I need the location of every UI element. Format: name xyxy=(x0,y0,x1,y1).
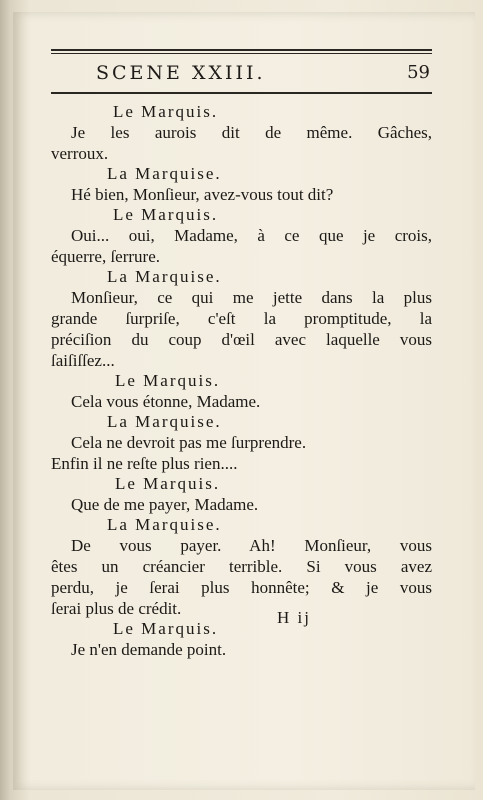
dialogue-line: Oui... oui, Madame, à ce que je crois, xyxy=(71,226,432,245)
dialogue-line: Enfin il ne reſte plus rien.... xyxy=(51,454,238,473)
speaker-name: La Marquise. xyxy=(107,515,222,534)
speaker-name: La Marquise. xyxy=(107,412,222,431)
dialogue-line: Que de me payer, Madame. xyxy=(71,495,259,514)
book-page xyxy=(13,12,475,790)
dialogue-line: ſaiſiſſez... xyxy=(51,351,115,370)
dialogue-line: De vous payer. Ah! Monſieur, vous xyxy=(71,536,432,555)
dialogue-text xyxy=(51,102,432,660)
speaker-name: La Marquise. xyxy=(107,267,222,286)
dialogue-line: Monſieur, ce qui me jette dans la plus xyxy=(71,288,432,307)
dialogue-line: Hé bien, Monſieur, avez-vous tout dit? xyxy=(71,185,334,204)
dialogue-line: verroux. xyxy=(51,144,109,163)
dialogue-line: perdu, je ſerai plus honnête; & je vous xyxy=(51,578,432,597)
speaker-name: Le Marquis. xyxy=(113,102,219,121)
dialogue-line: êtes un créancier terrible. Si vous avez xyxy=(51,557,432,576)
header-rule-bottom xyxy=(51,92,432,94)
speaker-name: Le Marquis. xyxy=(115,371,221,390)
header-rule-top xyxy=(51,49,432,51)
dialogue-line: Je les aurois dit de même. Gâches, xyxy=(71,123,432,142)
header-rule-top-thin xyxy=(51,53,432,54)
page-number: 59 xyxy=(407,62,430,83)
speaker-name: Le Marquis. xyxy=(113,205,219,224)
page-header xyxy=(51,62,432,90)
dialogue-line: Je n'en demande point. xyxy=(71,640,227,659)
dialogue-line: préciſion du coup d'œil avec laquelle vous xyxy=(51,330,432,349)
signature-mark: H ij xyxy=(277,608,311,627)
dialogue-line: équerre, ſerrure. xyxy=(51,247,161,266)
speaker-name: Le Marquis. xyxy=(115,474,221,493)
dialogue-line: ſerai plus de crédit. xyxy=(51,599,182,618)
speaker-name: Le Marquis. xyxy=(113,619,219,638)
running-title: SCENE XXIII. xyxy=(96,62,266,84)
speaker-name: La Marquise. xyxy=(107,164,222,183)
dialogue-line: Cela vous étonne, Madame. xyxy=(71,392,261,411)
dialogue-line: grande ſurpriſe, c'eſt la promptitude, la xyxy=(51,309,432,328)
dialogue-line: Cela ne devroit pas me ſurprendre. xyxy=(71,433,307,452)
